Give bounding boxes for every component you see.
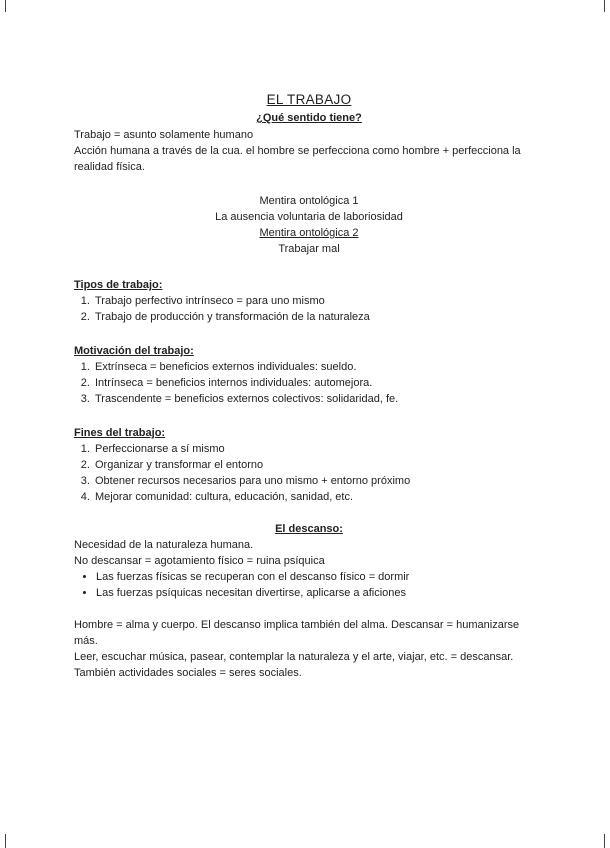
mentira-2-title: Mentira ontológica 2 bbox=[259, 227, 359, 239]
tipos-heading: Tipos de trabajo: bbox=[74, 279, 163, 291]
document-subtitle: ¿Qué sentido tiene? bbox=[256, 112, 362, 124]
descanso-line: No descansar = agotamiento físico = ruina psíquica bbox=[74, 555, 325, 567]
document-page bbox=[74, 92, 544, 681]
mentiras-block bbox=[74, 193, 544, 257]
list-item: • Las fuerzas físicas se recuperan con el descanso físico = dormir bbox=[96, 569, 544, 585]
crop-mark-top-left bbox=[5, 0, 6, 12]
crop-mark-bottom-right bbox=[604, 834, 605, 848]
descanso-bullets bbox=[74, 569, 544, 601]
mentira-2-text: Trabajar mal bbox=[278, 243, 340, 255]
descanso-closing: Leer, escuchar música, pasear, contemplar la naturaleza y el arte, viajar, etc. = descansar. bbox=[74, 651, 514, 663]
intro-line: Acción humana a través de la cua. el hombre se perfecciona como hombre + perfecciona la realidad física. bbox=[74, 145, 521, 173]
motivacion-list bbox=[74, 359, 544, 407]
document-title: EL TRABAJO bbox=[266, 92, 352, 107]
descanso-closing: También actividades sociales = seres sociales. bbox=[74, 667, 302, 679]
mentira-1-title: Mentira ontológica 1 bbox=[259, 195, 359, 207]
fines-list bbox=[74, 441, 544, 505]
descanso-line: Necesidad de la naturaleza humana. bbox=[74, 539, 254, 551]
list-item: 1. Trabajo perfectivo intrínseco = para uno mismo bbox=[93, 293, 544, 309]
tipos-list bbox=[74, 293, 544, 325]
list-item: 2. Organizar y transformar el entorno bbox=[93, 457, 544, 473]
crop-mark-top-right bbox=[604, 0, 605, 12]
mentira-1-text: La ausencia voluntaria de laboriosidad bbox=[215, 211, 403, 223]
fines-heading: Fines del trabajo: bbox=[74, 427, 166, 439]
list-item: 2. Trabajo de producción y transformación de la naturaleza bbox=[93, 309, 544, 325]
list-item: 2. Intrínseca = beneficios internos individuales: automejora. bbox=[93, 375, 544, 391]
intro-line: Trabajo = asunto solamente humano bbox=[74, 129, 254, 141]
list-item: 1. Perfeccionarse a sí mismo bbox=[93, 441, 544, 457]
list-item: • Las fuerzas psíquicas necesitan divertirse, aplicarse a aficiones bbox=[96, 585, 544, 601]
descanso-closing: Hombre = alma y cuerpo. El descanso implica también del alma. Descansar = humanizarse más. bbox=[74, 619, 520, 647]
motivacion-heading: Motivación del trabajo: bbox=[74, 345, 194, 357]
list-item: 4. Mejorar comunidad: cultura, educación, sanidad, etc. bbox=[93, 489, 544, 505]
crop-mark-bottom-left bbox=[5, 834, 6, 848]
list-item: 3. Obtener recursos necesarios para uno mismo + entorno próximo bbox=[93, 473, 544, 489]
list-item: 3. Trascendente = beneficios externos colectivos: solidaridad, fe. bbox=[93, 391, 544, 407]
list-item: 1. Extrínseca = beneficios externos individuales: sueldo. bbox=[93, 359, 544, 375]
descanso-heading: El descanso: bbox=[275, 523, 343, 535]
